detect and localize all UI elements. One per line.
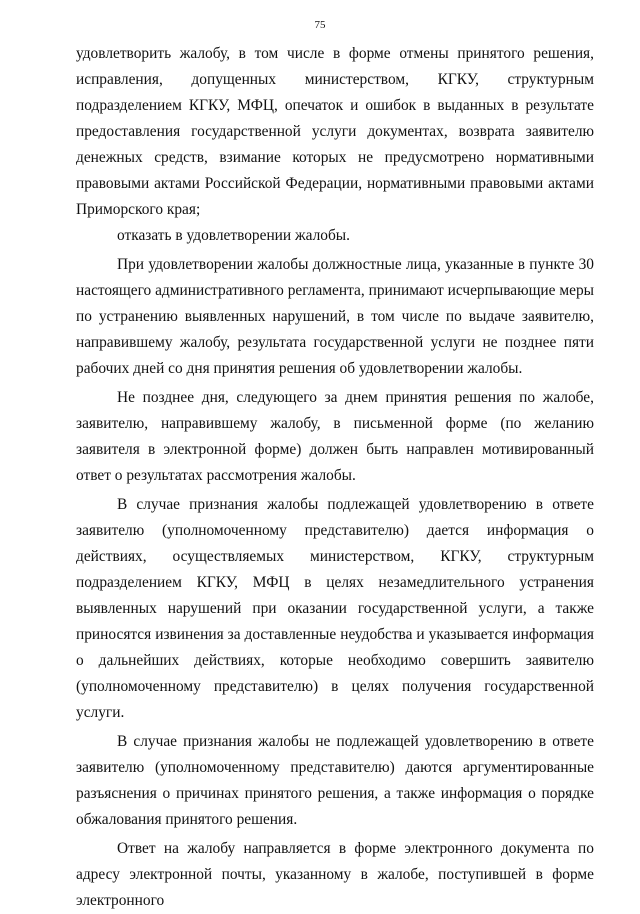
document-body (76, 41, 594, 914)
paragraph-satisfy-complaint: удовлетворить жалобу, в том числе в форме отмены принятого решения, исправления, допущенных министерством, КГКУ, структурным подразделением КГКУ, МФЦ, опечаток и ошибок в выданных в результате предоставления государственной услуги документах, возврата заявителю денежных средств, взимание которых не предусмотрено нормативными правовыми актами Российской Федерации, нормативными правовыми актами Приморского края; (76, 45, 594, 218)
paragraph-complaint-rejected: В случае признания жалобы не подлежащей удовлетворению в ответе заявителю (уполномоченному представителю) даются аргументированные разъяснения о причинах принятого решения, а также информация о порядке обжалования принятого решения. (76, 733, 594, 828)
page-number: 75 (314, 19, 326, 31)
paragraph-reasoned-response: Не позднее дня, следующего за днем принятия решения по жалобе, заявителю, направившему жалобу, в письменной форме (по желанию заявителя в электронной форме) должен быть направлен мотивированный ответ о результатах рассмотрения жалобы. (76, 389, 594, 484)
paragraph-refuse-complaint: отказать в удовлетворении жалобы. (117, 227, 351, 244)
paragraph-electronic-response: Ответ на жалобу направляется в форме электронного документа по адресу электронной почты, указанному в жалобе, поступившей в форме электронного (76, 840, 594, 909)
paragraph-satisfaction-measures: При удовлетворении жалобы должностные лица, указанные в пункте 30 настоящего административного регламента, принимают исчерпывающие меры по устранению выявленных нарушений, в том числе по выдаче заявителю, направившему жалобу, результата государственной услуги не позднее пяти рабочих дней со дня принятия решения об удовлетворении жалобы. (76, 256, 594, 377)
paragraph-complaint-upheld: В случае признания жалобы подлежащей удовлетворению в ответе заявителю (уполномоченному представителю) дается информация о действиях, осуществляемых министерством, КГКУ, структурным подразделением КГКУ, МФЦ в целях незамедлительного устранения выявленных нарушений при оказании государственной услуги, а также приносятся извинения за доставленные неудобства и указывается информация о дальнейших действиях, которые необходимо совершить заявителю (уполномоченному представителю) в целях получения государственной услуги. (76, 496, 594, 721)
